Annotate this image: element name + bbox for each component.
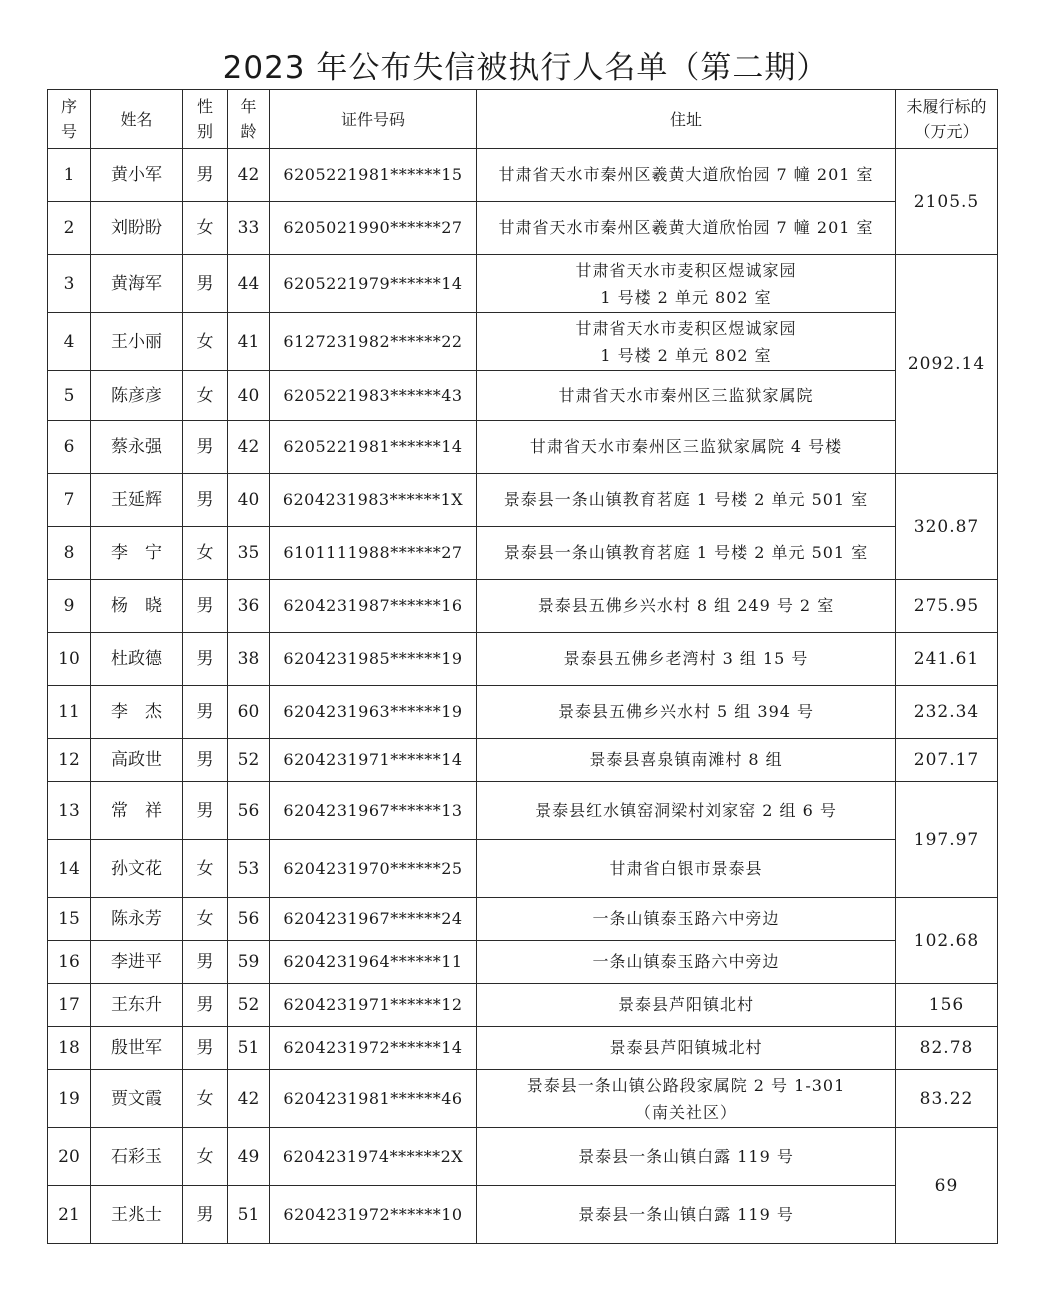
cell-address — [477, 1186, 896, 1244]
cell-seq: 15 — [48, 898, 91, 941]
header-gender: 性 别 — [183, 90, 228, 149]
cell-name: 黄海军 — [91, 255, 183, 313]
cell-gender: 女 — [183, 527, 228, 580]
table-row — [48, 1128, 998, 1186]
cell-age: 51 — [228, 1027, 270, 1070]
address-line: 一条山镇泰玉路六中旁边 — [592, 952, 780, 971]
address-line: 景泰县五佛乡兴水村 5 组 394 号 — [557, 702, 815, 721]
address-line: 甘肃省天水市麦积区煜诚家园 — [575, 260, 797, 280]
address-line: 景泰县芦阳镇城北村 — [609, 1038, 763, 1057]
cell-address — [477, 840, 896, 898]
cell-seq: 2 — [48, 202, 91, 255]
address-line: 景泰县一条山镇教育茗庭 1 号楼 2 单元 501 室 — [503, 543, 869, 562]
blacklist-table — [47, 89, 998, 1244]
cell-gender: 男 — [183, 255, 228, 313]
cell-seq: 11 — [48, 686, 91, 739]
cell-gender: 女 — [183, 1070, 228, 1128]
table-row — [48, 898, 998, 941]
cell-age: 42 — [228, 421, 270, 474]
table-row — [48, 371, 998, 421]
cell-name: 高政世 — [91, 739, 183, 782]
cell-name: 孙文花 — [91, 840, 183, 898]
cell-seq: 7 — [48, 474, 91, 527]
cell-age: 41 — [228, 313, 270, 371]
cell-id-number: 6204231971******14 — [270, 739, 477, 782]
cell-name: 王东升 — [91, 984, 183, 1027]
cell-name: 王兆士 — [91, 1186, 183, 1244]
address-line: 景泰县一条山镇白露 119 号 — [578, 1146, 794, 1166]
cell-age: 40 — [228, 474, 270, 527]
cell-gender: 女 — [183, 371, 228, 421]
table-row — [48, 1027, 998, 1070]
address-line: 景泰县五佛乡兴水村 8 组 249 号 2 室 — [537, 596, 835, 615]
cell-address — [477, 633, 896, 686]
cell-gender: 男 — [183, 580, 228, 633]
cell-id-number: 6205221979******14 — [270, 255, 477, 313]
cell-seq: 5 — [48, 371, 91, 421]
table-row — [48, 633, 998, 686]
cell-seq: 8 — [48, 527, 91, 580]
cell-gender: 男 — [183, 686, 228, 739]
header-seq: 序 号 — [48, 90, 91, 149]
address-line: 景泰县一条山镇教育茗庭 1 号楼 2 单元 501 室 — [503, 490, 869, 509]
cell-age: 42 — [228, 149, 270, 202]
cell-gender: 男 — [183, 739, 228, 782]
cell-id-number: 6204231985******19 — [270, 633, 477, 686]
cell-amount: 102.68 — [896, 898, 998, 984]
cell-address — [477, 421, 896, 474]
cell-id-number: 6204231970******25 — [270, 840, 477, 898]
table-row — [48, 739, 998, 782]
table-row — [48, 782, 998, 840]
cell-seq: 20 — [48, 1128, 91, 1186]
cell-id-number: 6205221981******15 — [270, 149, 477, 202]
cell-gender: 男 — [183, 1027, 228, 1070]
cell-amount: 2105.5 — [896, 149, 998, 255]
table-row — [48, 984, 998, 1027]
table-row — [48, 527, 998, 580]
cell-address — [477, 371, 896, 421]
header-age: 年 龄 — [228, 90, 270, 149]
cell-address — [477, 149, 896, 202]
address-line: （南关社区） — [634, 1102, 737, 1122]
cell-name: 王延辉 — [91, 474, 183, 527]
cell-id-number: 6204231981******46 — [270, 1070, 477, 1128]
address-line: 景泰县五佛乡老湾村 3 组 15 号 — [563, 649, 809, 668]
cell-age: 60 — [228, 686, 270, 739]
cell-gender: 男 — [183, 984, 228, 1027]
cell-amount: 83.22 — [896, 1070, 998, 1128]
cell-gender: 男 — [183, 633, 228, 686]
cell-id-number: 6204231987******16 — [270, 580, 477, 633]
address-line: 甘肃省白银市景泰县 — [609, 858, 763, 878]
address-line: 一条山镇泰玉路六中旁边 — [592, 909, 780, 928]
cell-seq: 18 — [48, 1027, 91, 1070]
cell-address — [477, 1070, 896, 1128]
cell-seq: 6 — [48, 421, 91, 474]
cell-amount: 320.87 — [896, 474, 998, 580]
cell-amount: 2092.14 — [896, 255, 998, 474]
cell-address — [477, 782, 896, 840]
header-id: 证件号码 — [270, 90, 477, 149]
cell-id-number: 6204231983******1X — [270, 474, 477, 527]
cell-name: 陈彦彦 — [91, 371, 183, 421]
cell-gender: 女 — [183, 840, 228, 898]
cell-age: 52 — [228, 739, 270, 782]
header-row — [48, 90, 998, 149]
cell-seq: 9 — [48, 580, 91, 633]
cell-gender: 男 — [183, 421, 228, 474]
cell-id-number: 6101111988******27 — [270, 527, 477, 580]
cell-age: 59 — [228, 941, 270, 984]
table-row — [48, 255, 998, 313]
cell-id-number: 6205221983******43 — [270, 371, 477, 421]
cell-gender: 男 — [183, 474, 228, 527]
cell-seq: 10 — [48, 633, 91, 686]
cell-address — [477, 984, 896, 1027]
cell-seq: 16 — [48, 941, 91, 984]
cell-id-number: 6205221981******14 — [270, 421, 477, 474]
header-address: 住址 — [477, 90, 896, 149]
cell-address — [477, 313, 896, 371]
cell-address — [477, 898, 896, 941]
cell-amount: 156 — [896, 984, 998, 1027]
address-line: 1 号楼 2 单元 802 室 — [600, 287, 772, 307]
cell-name: 李 杰 — [91, 686, 183, 739]
cell-gender: 女 — [183, 1128, 228, 1186]
cell-name: 刘盼盼 — [91, 202, 183, 255]
cell-amount: 232.34 — [896, 686, 998, 739]
cell-id-number: 6204231972******14 — [270, 1027, 477, 1070]
address-line: 甘肃省天水市秦州区三监狱家属院 4 号楼 — [529, 437, 843, 456]
address-line: 景泰县红水镇窑洞梁村刘家窑 2 组 6 号 — [535, 800, 837, 820]
cell-name: 杜政德 — [91, 633, 183, 686]
address-line: 景泰县一条山镇公路段家属院 2 号 1-301 — [526, 1075, 846, 1095]
cell-amount: 197.97 — [896, 782, 998, 898]
cell-name: 石彩玉 — [91, 1128, 183, 1186]
cell-seq: 14 — [48, 840, 91, 898]
cell-id-number: 6127231982******22 — [270, 313, 477, 371]
table-row — [48, 202, 998, 255]
cell-address — [477, 739, 896, 782]
cell-age: 49 — [228, 1128, 270, 1186]
cell-address — [477, 580, 896, 633]
cell-amount: 275.95 — [896, 580, 998, 633]
table-row — [48, 686, 998, 739]
cell-name: 王小丽 — [91, 313, 183, 371]
table-row — [48, 840, 998, 898]
table-row — [48, 421, 998, 474]
cell-seq: 21 — [48, 1186, 91, 1244]
cell-amount: 82.78 — [896, 1027, 998, 1070]
address-line: 1 号楼 2 单元 802 室 — [600, 345, 772, 365]
table-row — [48, 1070, 998, 1128]
cell-name: 李进平 — [91, 941, 183, 984]
cell-seq: 19 — [48, 1070, 91, 1128]
table-row — [48, 149, 998, 202]
cell-amount: 69 — [896, 1128, 998, 1244]
cell-age: 44 — [228, 255, 270, 313]
page-title: 2023 年公布失信被执行人名单（第二期） — [222, 50, 829, 86]
cell-age: 53 — [228, 840, 270, 898]
cell-age: 38 — [228, 633, 270, 686]
address-line: 景泰县喜泉镇南滩村 8 组 — [589, 750, 783, 769]
cell-id-number: 6205021990******27 — [270, 202, 477, 255]
cell-age: 33 — [228, 202, 270, 255]
cell-name: 贾文霞 — [91, 1070, 183, 1128]
cell-address — [477, 474, 896, 527]
cell-age: 35 — [228, 527, 270, 580]
cell-id-number: 6204231972******10 — [270, 1186, 477, 1244]
cell-address — [477, 941, 896, 984]
cell-gender: 女 — [183, 313, 228, 371]
table-row — [48, 941, 998, 984]
address-line: 甘肃省天水市秦州区羲黄大道欣怡园 7 幢 201 室 — [498, 165, 874, 184]
cell-age: 52 — [228, 984, 270, 1027]
cell-name: 蔡永强 — [91, 421, 183, 474]
cell-id-number: 6204231971******12 — [270, 984, 477, 1027]
cell-address — [477, 255, 896, 313]
cell-name: 殷世军 — [91, 1027, 183, 1070]
cell-seq: 12 — [48, 739, 91, 782]
cell-age: 56 — [228, 898, 270, 941]
address-line: 景泰县一条山镇白露 119 号 — [578, 1204, 794, 1224]
address-line: 景泰县芦阳镇北村 — [617, 995, 754, 1014]
cell-name: 陈永芳 — [91, 898, 183, 941]
cell-name: 李 宁 — [91, 527, 183, 580]
address-line: 甘肃省天水市秦州区羲黄大道欣怡园 7 幢 201 室 — [498, 218, 874, 237]
cell-seq: 17 — [48, 984, 91, 1027]
cell-gender: 男 — [183, 1186, 228, 1244]
cell-age: 40 — [228, 371, 270, 421]
cell-address — [477, 686, 896, 739]
address-line: 甘肃省天水市麦积区煜诚家园 — [575, 318, 797, 338]
table-row — [48, 1186, 998, 1244]
cell-name: 常 祥 — [91, 782, 183, 840]
cell-id-number: 6204231963******19 — [270, 686, 477, 739]
cell-address — [477, 1128, 896, 1186]
table-row — [48, 313, 998, 371]
cell-gender: 男 — [183, 149, 228, 202]
cell-gender: 男 — [183, 941, 228, 984]
cell-age: 56 — [228, 782, 270, 840]
header-amount: 未履行标的 （万元） — [896, 90, 998, 149]
cell-age: 51 — [228, 1186, 270, 1244]
cell-amount: 241.61 — [896, 633, 998, 686]
cell-age: 36 — [228, 580, 270, 633]
table-row — [48, 474, 998, 527]
address-line: 甘肃省天水市秦州区三监狱家属院 — [558, 385, 814, 405]
cell-address — [477, 1027, 896, 1070]
cell-id-number: 6204231967******13 — [270, 782, 477, 840]
cell-name: 杨 晓 — [91, 580, 183, 633]
cell-address — [477, 527, 896, 580]
cell-amount: 207.17 — [896, 739, 998, 782]
cell-id-number: 6204231974******2X — [270, 1128, 477, 1186]
cell-id-number: 6204231964******11 — [270, 941, 477, 984]
header-name: 姓名 — [91, 90, 183, 149]
cell-seq: 3 — [48, 255, 91, 313]
cell-seq: 13 — [48, 782, 91, 840]
cell-id-number: 6204231967******24 — [270, 898, 477, 941]
table-body — [48, 149, 998, 1244]
cell-gender: 女 — [183, 202, 228, 255]
cell-seq: 1 — [48, 149, 91, 202]
cell-address — [477, 202, 896, 255]
cell-age: 42 — [228, 1070, 270, 1128]
table-row — [48, 580, 998, 633]
cell-gender: 男 — [183, 782, 228, 840]
cell-seq: 4 — [48, 313, 91, 371]
cell-name: 黄小军 — [91, 149, 183, 202]
cell-gender: 女 — [183, 898, 228, 941]
